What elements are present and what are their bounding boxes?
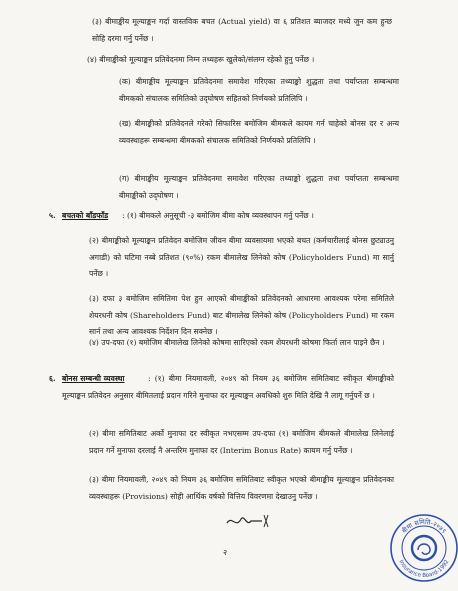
section-5-number: ५.	[49, 211, 56, 220]
signature-mark	[224, 509, 278, 533]
section-5-heading: बचतको बाँडफाँड	[62, 211, 109, 220]
page-number: २	[223, 548, 228, 557]
clause-ga: (ग) बीमाङ्कीय मूल्याङ्कन प्रतिवेदनमा समावेश गरिएका तथ्याङ्को शुद्धता तथा पर्याप्तता सम्बन्धमा बीमाङ्कीको उद्‌घोषण ।	[119, 174, 399, 200]
section-6-clause-2: (२) बीमा समितिबाट अर्को मुनाफा दर स्वीकृत नभएसम्म उप-दफा (१) बमोजिम बीमकले बीमालेख लिनेलाई प्रदान गर्ने मुनाफा दरलाई नै अन्तरिम मुनाफा दर (Interim Bonus Rate) कायम गर्नु पर्नेछ ।	[89, 429, 394, 455]
section-6-clause-3: (३) बीमा नियमावली, २०४९ को नियम ३६ बमोजिम समितिबाट स्वीकृत भएको बीमाङ्कीय मूल्याङ्कन प्रतिवेदनका व्यवस्थाहरू (Provisions) सोही आर्थिक वर्षको वित्तिय विवरणमा देखाउनु पर्नेछ ।	[89, 475, 394, 501]
section-6-heading: बोनस सम्बन्धी व्यवस्था	[62, 374, 125, 383]
paragraph-3: (३) बीमाङ्कीय मूल्याङ्कन गर्दा वास्तविक बचत (Actual yield) वा ६ प्रतिशत ब्याजदर मध्ये जुन कम हुन्छ सोहि दरमा गर्नु पर्नेछ ।	[92, 17, 392, 43]
section-5-clause-4: (४) उप-दफा (१) बमोजिम बीमालेख लिनेको कोषमा सारिएको रकम शेयरधनी कोषमा फिर्ता लान पाइने छैन ।	[89, 338, 385, 347]
section-6-number: ६.	[49, 374, 56, 383]
seal-bottom-text: Insurance Board-1992	[397, 559, 451, 580]
section-6-clause-1: : (१) बीमा नियमावली, २०४९ को नियम ३६ बमोजिम समितिबाट स्वीकृत बीमाङ्कीको मूल्याङ्कन प्रतिवेदन अनुसार बीमितलाई प्रदान गरिने मुनाफा दर मूल्याङ्कन अवधिको शुरु मिति देखि नै लागू गर्नुपर्ने छ ।	[62, 374, 394, 400]
paragraph-4: (४) बीमाङ्कीको मूल्याङ्कन प्रतिवेदनमा निम्न तथ्यहरू खुलेको/संलग्न रहेको हुनु पर्नेछ ।	[87, 55, 315, 64]
clause-ka: (क) बीमाङ्कीय मूल्याङ्कन प्रतिवेदनमा समावेश गरिएका तथ्याङ्को शुद्धता तथा पर्याप्तता सम्बन्धमा बीमकको संचालक समितिको उद्‌घोषण सहितको निर्णयको प्रतिलिपि ।	[119, 77, 399, 103]
seal-top-text: बीमा समिति-२०४९	[400, 517, 448, 535]
section-5-clause-3: (३) दफा ३ बमोजिम समितिमा पेश हुन आएको बीमाङ्कीको प्रतिवेदनको आधारमा आवश्यक परेमा समितिले शेयरधनी कोष (Shareholders Fund) बाट बीमालेख लिनेको कोष (Policyholders Fund) मा रकम सार्न तथा अन्य आवश्यक निर्देशन दिन सक्नेछ ।	[89, 294, 394, 336]
insurance-board-seal	[388, 512, 458, 584]
section-5-clause-1: : (१) बीमकले अनुसूची -३ बमोजिम बीमा कोष व्यवस्थापन गर्नु पर्नेछ ।	[122, 211, 314, 220]
section-5-clause-2: (२) बीमाङ्कीको मूल्याङ्कन प्रतिवेदन बमोजिम जीवन बीमा व्यवसायमा भएको बचत (कर्मचारीलाई बोनस छुट्याउनु अगाडी) को घटिमा नब्बे प्रतिशत (९०%) रकम बीमालेख लिनेको कोष (Policyholders Fund) मा सार्नु पर्नेछ ।	[89, 236, 394, 278]
clause-kha: (ख) बीमाङ्कीको प्रतिवेदनले गरेको सिफारिस बमोजिम बीमकले कायम गर्न चाहेको बोनस दर र अन्य व्यवस्थाहरू सम्बन्धमा बीमकको संचालक समितिको निर्णयको प्रतिलिपि ।	[119, 119, 399, 145]
